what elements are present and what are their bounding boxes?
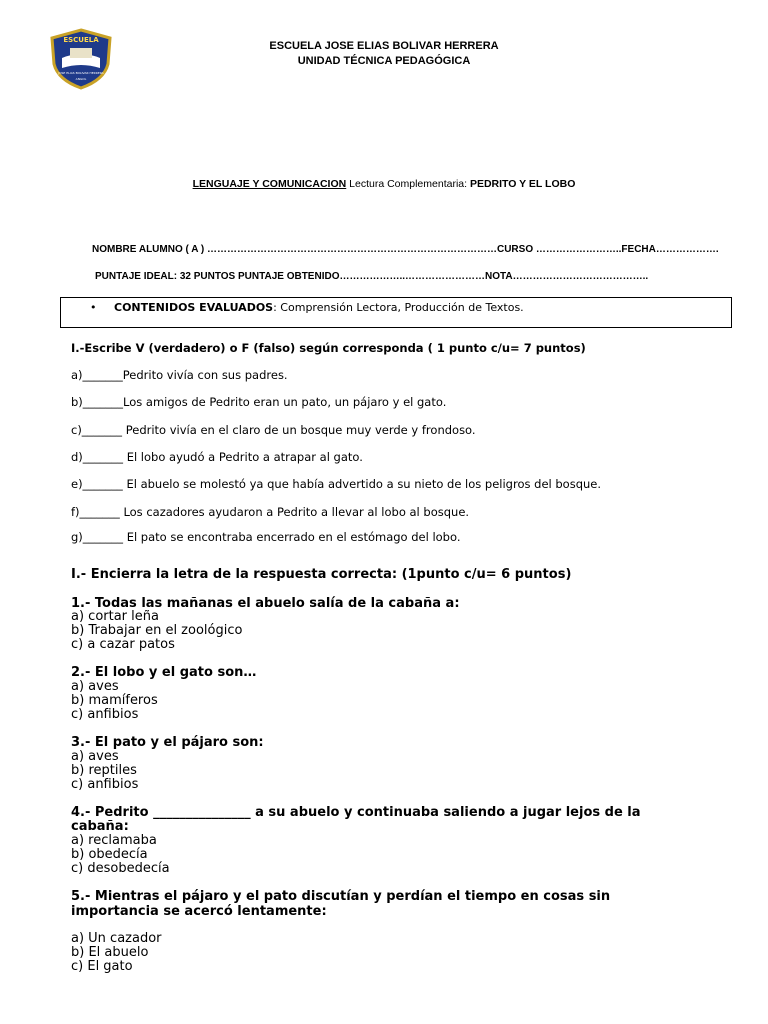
question-4-line1: 4.- Pedrito _______________ a su abuelo y continuaba saliendo a jugar lejos de la — [71, 805, 641, 820]
subject-title: PEDRITO Y EL LOBO — [469, 178, 576, 190]
logo-label: ESCUELA — [63, 36, 99, 44]
section1-title: I.-Escribe V (verdadero) o F (falso) según corresponda ( 1 punto c/u= 7 puntos) — [71, 341, 586, 355]
subject-line — [0, 178, 768, 190]
q3-option-c: c) anfibios — [71, 777, 139, 792]
q2-option-c: c) anfibios — [71, 707, 139, 722]
q5-option-a: a) Un cazador — [71, 931, 162, 946]
logo-place: ANGOL — [75, 77, 87, 81]
question-5-line1: 5.- Mientras el pájaro y el pato discutían y perdían el tiempo en cosas sin — [71, 889, 611, 904]
contents-text: : Comprensión Lectora, Producción de Textos. — [273, 301, 524, 314]
q3-option-a: a) aves — [71, 749, 119, 764]
tf-item-d: d)_______ El lobo ayudó a Pedrito a atrapar al gato. — [71, 450, 363, 464]
tf-item-a: a)_______Pedrito vivía con sus padres. — [71, 368, 288, 382]
q4-option-b: b) obedecía — [71, 847, 148, 862]
q4-option-c: c) desobedecía — [71, 861, 170, 876]
tf-item-e: e)_______ El abuelo se molestó ya que había advertido a su nieto de los peligros del bosque. — [71, 477, 602, 491]
tf-item-g: g)_______ El pato se encontraba encerrado en el estómago del lobo. — [71, 530, 461, 544]
contents-line — [90, 301, 524, 314]
question-5-line2: importancia se acercó lentamente: — [71, 904, 327, 919]
q2-option-b: b) mamíferos — [71, 693, 158, 708]
logo-motto: JOSE ELIAS BOLIVAR HERRERA — [58, 71, 104, 75]
section2-title: I.- Encierra la letra de la respuesta correcta: (1punto c/u= 6 puntos) — [71, 567, 572, 582]
q5-option-c: c) El gato — [71, 959, 133, 974]
tf-item-b: b)_______Los amigos de Pedrito eran un pato, un pájaro y el gato. — [71, 395, 447, 409]
q4-option-a: a) reclamaba — [71, 833, 157, 848]
student-name-line: NOMBRE ALUMNO ( A ) ……………………………………………………………………………CURSO ……………………..FECHA………………. — [92, 244, 719, 255]
subject-area: LENGUAJE Y COMUNICACION — [192, 178, 347, 190]
tf-item-f: f)_______ Los cazadores ayudaron a Pedrito a llevar al lobo al bosque. — [71, 505, 470, 519]
subject-type: Lectura Complementaria: — [346, 178, 470, 190]
bullet-icon: • — [90, 301, 97, 314]
contents-label: CONTENIDOS EVALUADOS — [114, 301, 274, 314]
question-2: 2.- El lobo y el gato son… — [71, 665, 257, 680]
q5-option-b: b) El abuelo — [71, 945, 149, 960]
tf-item-c: c)_______ Pedrito vivía en el claro de un bosque muy verde y frondoso. — [71, 423, 476, 437]
q1-option-b: b) Trabajar en el zoológico — [71, 623, 243, 638]
question-1: 1.- Todas las mañanas el abuelo salía de la cabaña a: — [71, 596, 460, 611]
question-4-line2: cabaña: — [71, 819, 129, 834]
school-name: ESCUELA JOSE ELIAS BOLIVAR HERRERA — [269, 40, 499, 52]
q1-option-a: a) cortar leña — [71, 609, 159, 624]
question-3: 3.- El pato y el pájaro son: — [71, 735, 264, 750]
q1-option-c: c) a cazar patos — [71, 637, 175, 652]
unit-name: UNIDAD TÉCNICA PEDAGÓGICA — [297, 55, 471, 67]
score-line: PUNTAJE IDEAL: 32 PUNTOS PUNTAJE OBTENIDO………………..……………………NOTA………………………………….. — [95, 271, 649, 282]
q2-option-a: a) aves — [71, 679, 119, 694]
q3-option-b: b) reptiles — [71, 763, 137, 778]
